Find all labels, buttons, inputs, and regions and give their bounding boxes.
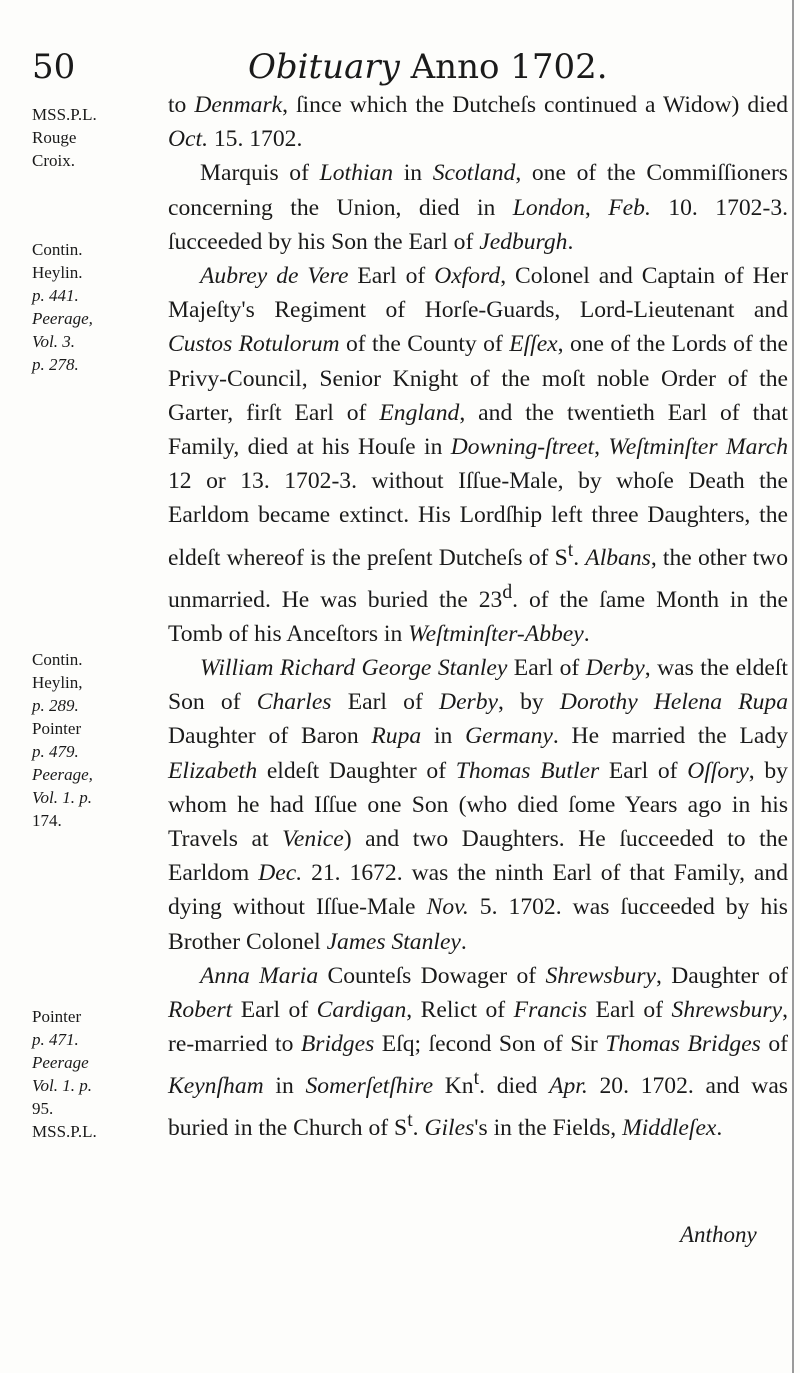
text-run: 5. 1702. was ſucceeded by his Brother Colonel: [168, 894, 788, 955]
margin-note-line: p. 289.: [32, 696, 79, 715]
margin-note-line: Peerage,: [32, 309, 93, 328]
text-run-italic: Somerſetſhire: [305, 1073, 434, 1100]
margin-note-line: Peerage: [32, 1053, 89, 1072]
text-run-italic: Nov.: [426, 894, 469, 921]
text-run-italic: Shrewsbury: [671, 997, 783, 1023]
text-run: . He married the Lady: [552, 723, 788, 750]
margin-note-line: MSS.P.L.: [32, 1122, 97, 1141]
text-run-italic: Anna Maria: [200, 962, 319, 989]
text-run: of: [760, 1031, 788, 1058]
text-run: . of the ſame Month in the Tomb of his Anceſtors in: [168, 586, 789, 647]
text-run: 10. 1702-3. ſucceeded by his Son the Earl of: [168, 194, 789, 255]
text-run-italic: Bridges: [300, 1031, 375, 1058]
text-run: 's in the Fields,: [474, 1115, 623, 1142]
margin-note-line: 174.: [32, 811, 62, 830]
text-run: .: [460, 928, 467, 955]
text-run: Daughter of Baron: [168, 723, 372, 750]
text-run-italic: Oſſory: [687, 757, 749, 784]
text-run-italic: Jedburgh: [479, 228, 568, 255]
text-run-italic: Derby: [585, 654, 645, 681]
entry-continuation: [168, 88, 788, 156]
text-run: .: [573, 544, 586, 571]
text-run: Earl of: [507, 654, 586, 681]
text-run-italic: Rupa: [371, 723, 422, 750]
superscript: t: [473, 1067, 480, 1090]
text-run: Earl of: [331, 689, 440, 716]
obituary-text: [168, 88, 788, 1146]
text-run-italic: Oct.: [168, 126, 208, 153]
text-run: , Colonel and Captain of Her Majeſty's Regiment of Horſe-Guards, Lord-Lieutenant and: [168, 263, 788, 324]
page-number: 50: [32, 47, 76, 87]
text-run: . died: [479, 1073, 550, 1100]
text-run-italic: Denmark: [194, 92, 283, 118]
text-run-italic: Middleſex: [622, 1115, 717, 1142]
text-run: , Daughter of: [656, 962, 788, 989]
text-run: ,: [584, 194, 609, 221]
text-run: Earl of: [348, 263, 435, 290]
text-run: Eſq; ſecond Son of Sir: [374, 1031, 606, 1058]
text-run: , one of the Lords of the Privy-Council, Senior Knight of the moſt noble Order of the Garter, firſt Earl of: [168, 331, 789, 426]
page-header: [0, 44, 800, 90]
text-run: , ſince which the Dutcheſs continued a Widow) died: [282, 92, 788, 118]
margin-note-line: Peerage,: [32, 765, 93, 784]
text-run-italic: William Richard George Stanley: [200, 654, 508, 681]
margin-note-line: Vol. 3.: [32, 332, 75, 351]
text-run: .: [567, 228, 574, 255]
text-run: , the other two unmarried. He was buried the 23: [168, 544, 788, 613]
margin-note-derby: [32, 648, 162, 832]
running-head: [248, 44, 608, 90]
text-run: ) and two Daughters. He ſucceeded to the Earldom: [168, 825, 788, 887]
text-run: Counteſs Dowager of: [318, 962, 546, 989]
text-run-italic: Francis: [513, 997, 588, 1023]
margin-note-lothian: [32, 103, 162, 172]
entry-derby: [168, 651, 788, 959]
margin-note-line: Pointer: [32, 719, 82, 738]
text-run: ,: [594, 434, 609, 461]
text-run-italic: Charles: [256, 689, 332, 716]
text-run-italic: Thomas Bridges: [605, 1031, 761, 1058]
text-run-italic: Dorothy Helena Rupa: [559, 689, 788, 716]
margin-note-line: p. 471.: [32, 1030, 79, 1049]
text-run-italic: Scotland: [432, 160, 516, 187]
text-run-italic: Apr.: [549, 1073, 588, 1100]
text-run: , was the eldeſt Son of: [168, 654, 788, 716]
text-run: , Relict of: [406, 997, 514, 1023]
text-run-italic: Lothian: [319, 160, 394, 187]
margin-note-line: Contin.: [32, 240, 83, 259]
margin-note-line: 95.: [32, 1099, 54, 1118]
text-run: in: [263, 1073, 306, 1100]
text-run: .: [583, 620, 590, 647]
text-run-italic: Giles: [424, 1115, 475, 1142]
text-run-italic: Eſſex: [509, 331, 558, 358]
text-run-italic: Germany: [465, 723, 553, 750]
margin-note-line: Croix.: [32, 151, 75, 170]
text-run-italic: Venice: [282, 825, 344, 852]
text-run: , re-married to: [168, 997, 788, 1058]
text-run-italic: Weſtminſter March: [608, 434, 788, 461]
text-run: in: [393, 160, 433, 187]
text-run: 12 or 13. 1702-3. without Iſſue-Male, by whoſe Death the Earldom became extinct. His Lordſhip left three Daughters, the eldeſt whereof is the preſent Dutcheſs of S: [168, 468, 788, 571]
text-run-italic: Dec.: [258, 860, 303, 887]
entry-shrewsbury: [168, 959, 788, 1146]
text-run: eldeſt Daughter of: [257, 757, 456, 784]
running-head-title: Obituary: [248, 47, 400, 87]
text-run: Earl of: [587, 997, 672, 1023]
text-run: , by: [498, 689, 560, 716]
text-run: Marquis of: [200, 160, 320, 187]
text-run-italic: Keynſham: [168, 1073, 264, 1100]
text-run: to: [168, 92, 195, 118]
margin-note-shrewsbury: [32, 1005, 162, 1143]
margin-note-line: p. 278.: [32, 355, 79, 374]
text-run-italic: Custos Rotulorum: [168, 331, 340, 358]
text-run-italic: Downing-ſtreet: [450, 434, 595, 461]
margin-note-line: Heylin,: [32, 673, 83, 692]
running-head-year: Anno 1702.: [410, 47, 608, 87]
text-run: in: [421, 723, 466, 750]
text-run-italic: Weſtminſter-Abbey: [408, 620, 584, 647]
text-run-italic: Cardigan: [316, 997, 407, 1023]
text-run-italic: Aubrey de Vere: [200, 263, 349, 290]
margin-note-line: p. 441.: [32, 286, 79, 305]
text-run: .: [716, 1115, 723, 1142]
text-run: Earl of: [232, 997, 317, 1023]
text-run-italic: Oxford: [434, 263, 501, 290]
margin-note-line: Pointer: [32, 1007, 82, 1026]
page-edge-shadow: [792, 0, 794, 1373]
text-run: Earl of: [599, 757, 688, 784]
text-run: 21. 1672. was the ninth Earl of that Family, and dying without Iſſue-Male: [168, 860, 788, 921]
margin-note-oxford: [32, 238, 162, 376]
text-run-italic: Feb.: [608, 194, 651, 221]
entry-oxford: [168, 259, 788, 651]
text-run-italic: London: [512, 194, 585, 221]
text-run: Kn: [433, 1073, 474, 1100]
text-run-italic: Robert: [168, 997, 233, 1023]
text-run: , by whom he had Iſſue one Son (who died ſome Years ago in his Travels at: [168, 757, 788, 852]
margin-note-line: Heylin.: [32, 263, 83, 282]
margin-note-line: Vol. 1. p.: [32, 788, 92, 807]
text-run: 20. 1702. and was buried in the Church of S: [168, 1073, 788, 1142]
text-run-italic: Derby: [439, 689, 499, 716]
text-run-italic: Thomas Butler: [455, 757, 600, 784]
catchword: Anthony: [680, 1222, 757, 1247]
text-run: .: [412, 1115, 425, 1142]
text-run: 15. 1702.: [207, 126, 303, 153]
text-run-italic: Shrewsbury: [545, 962, 656, 989]
margin-note-line: p. 479.: [32, 742, 79, 761]
superscript: t: [407, 1109, 413, 1132]
text-run: , and the twentieth Earl of that Family, died at his Houſe in: [168, 399, 788, 461]
superscript: d: [502, 580, 513, 603]
text-run-italic: James Stanley: [326, 928, 461, 955]
entry-lothian: [168, 156, 788, 259]
text-run: , one of the Commiſſioners concerning the Union, died in: [168, 160, 788, 221]
text-run-italic: Albans: [585, 544, 651, 571]
text-run: of the County of: [339, 331, 510, 358]
text-run-italic: Elizabeth: [168, 757, 258, 784]
margin-note-line: Vol. 1. p.: [32, 1076, 92, 1095]
superscript: t: [567, 538, 574, 561]
margin-note-line: Rouge: [32, 128, 77, 147]
margin-note-line: MSS.P.L.: [32, 105, 97, 124]
margin-note-line: Contin.: [32, 650, 83, 669]
text-run-italic: England: [379, 399, 460, 426]
